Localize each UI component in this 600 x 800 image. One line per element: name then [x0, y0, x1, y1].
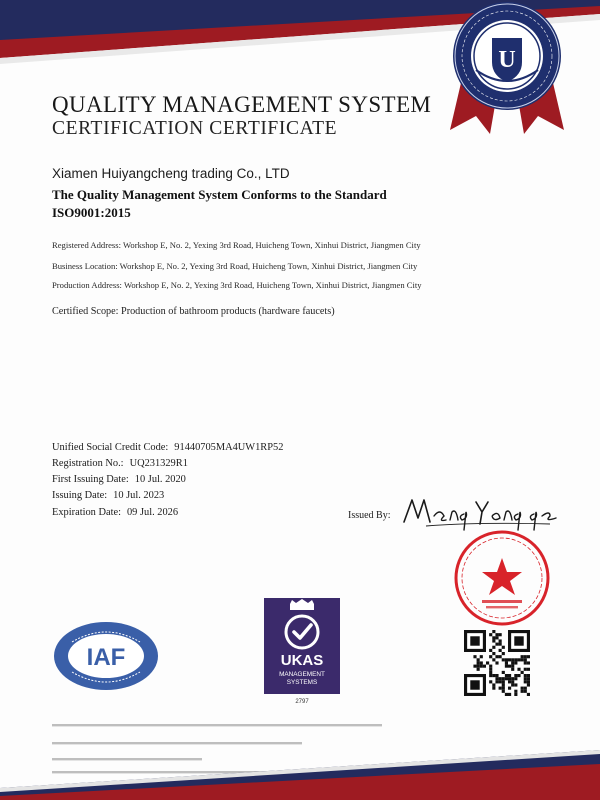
handwritten-signature — [400, 492, 560, 532]
certified-scope: Certified Scope: Production of bathroom products (hardware faucets) — [52, 306, 335, 317]
certification-body-seal — [428, 0, 586, 138]
verification-qr-code — [464, 630, 530, 696]
first-issuing-date — [52, 474, 186, 485]
address-label: Production Address: — [52, 280, 122, 290]
info-label: Unified Social Credit Code: — [52, 442, 169, 453]
info-value: UQ231329R1 — [129, 458, 188, 469]
address-value: Workshop E, No. 2, Yexing 3rd Road, Huicheng Town, Xinhui District, Jiangmen City — [119, 261, 418, 271]
address-label: Registered Address: — [52, 240, 121, 250]
issued-by-label: Issued By: — [348, 510, 391, 521]
iaf-wordmark: IAF — [86, 644, 126, 671]
conformity-statement: The Quality Management System Conforms to the Standard — [52, 187, 387, 202]
info-value: 10 Jul. 2020 — [134, 474, 186, 485]
ukas-subtitle-systems: SYSTEMS — [286, 679, 318, 686]
standard-code: ISO9001:2015 — [52, 205, 131, 220]
certificate-title-line2: CERTIFICATION CERTIFICATE — [52, 118, 338, 139]
ukas-logo — [262, 598, 342, 706]
info-label: Registration No.: — [52, 458, 124, 469]
info-label: First Issuing Date: — [52, 474, 129, 485]
iaf-logo — [52, 620, 160, 692]
expiration-date — [52, 507, 178, 518]
official-red-stamp — [452, 528, 552, 628]
certificate-title-line1: QUALITY MANAGEMENT SYSTEM — [52, 92, 432, 117]
info-label: Issuing Date: — [52, 490, 108, 501]
business-location — [52, 261, 417, 271]
registration-number — [52, 458, 188, 469]
bottom-decorative-band — [0, 740, 600, 800]
info-label: Expiration Date: — [52, 507, 121, 518]
issuing-date — [52, 490, 164, 501]
company-name: Xiamen Huiyangcheng trading Co., LTD — [52, 166, 290, 181]
info-value: 10 Jul. 2023 — [113, 490, 165, 501]
ukas-wordmark: UKAS — [280, 652, 324, 669]
address-value: Workshop E, No. 2, Yexing 3rd Road, Huicheng Town, Xinhui District, Jiangmen City — [122, 240, 421, 250]
social-credit-code — [52, 442, 283, 453]
registered-address — [52, 240, 421, 250]
address-label: Business Location: — [52, 261, 118, 271]
info-value: 91440705MA4UW1RP52 — [174, 442, 284, 453]
production-address — [52, 280, 422, 290]
address-value: Workshop E, No. 2, Yexing 3rd Road, Huicheng Town, Xinhui District, Jiangmen City — [123, 280, 422, 290]
ukas-subtitle-management: MANAGEMENT — [279, 671, 325, 678]
info-value: 09 Jul. 2026 — [126, 507, 179, 518]
ukas-accreditation-number: 2797 — [295, 699, 309, 705]
svg-text:U: U — [498, 47, 516, 73]
